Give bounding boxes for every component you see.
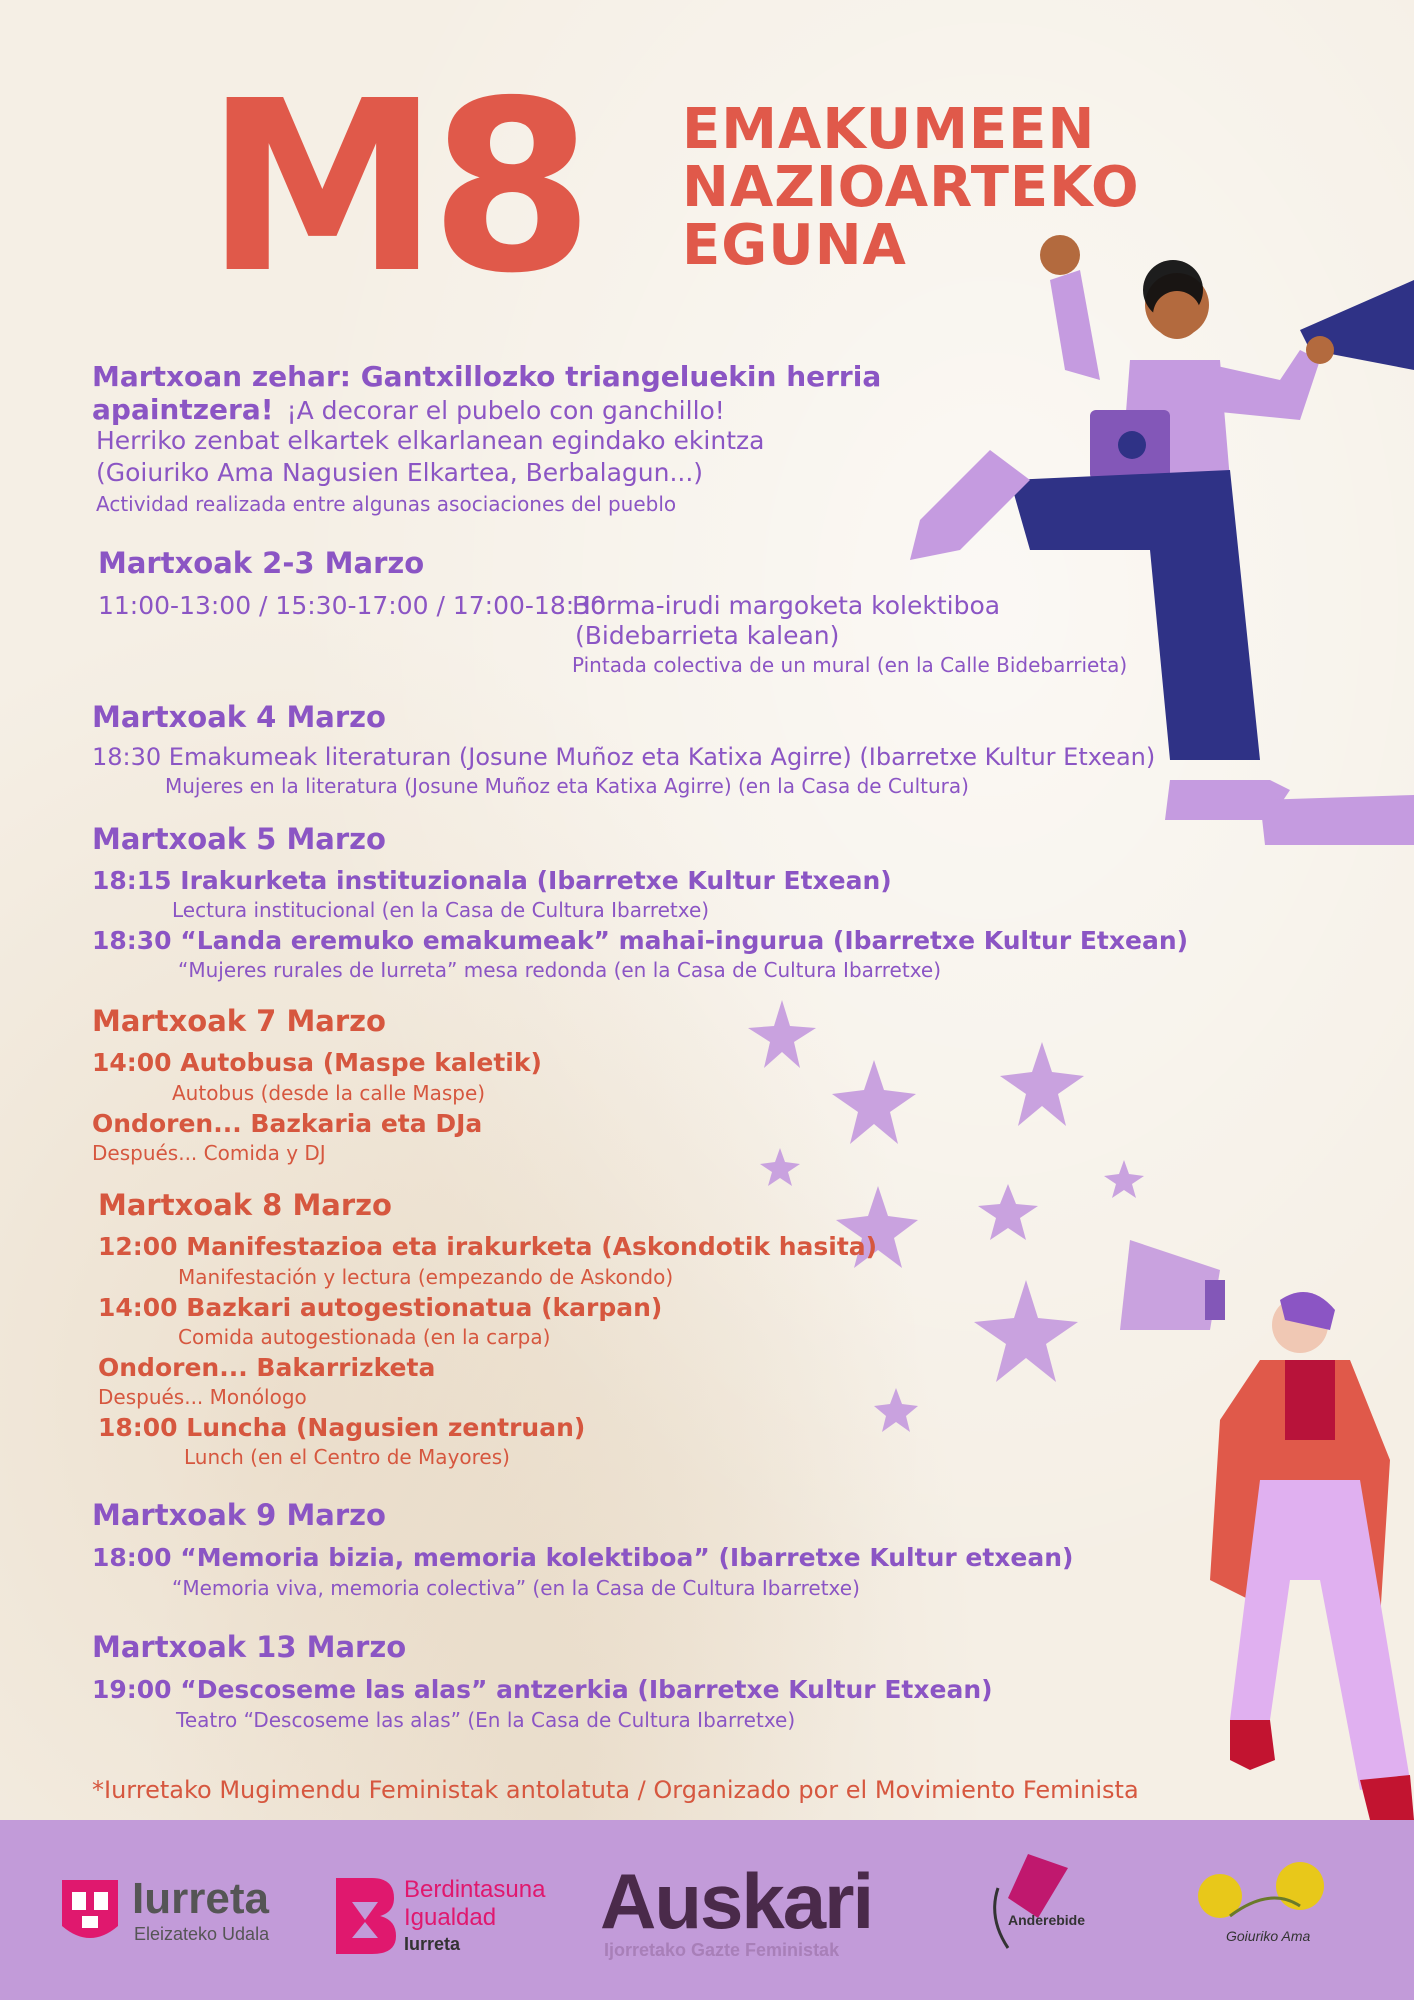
day-4-es: Mujeres en la literatura (Josune Muñoz eta Katixa Agirre) (en la Casa de Cultura) [165,774,969,798]
day-title-13: Martxoak 13 Marzo [92,1630,407,1664]
day-4-line: 18:30 Emakumeak literaturan (Josune Muñoz eta Katixa Agirre) (Ibarretxe Kultur Etxean) [92,743,1156,771]
day-8-line1: 12:00 Manifestazioa eta irakurketa (Askondotik hasita) [98,1232,878,1261]
day-13-line: 19:00 “Descoseme las alas” antzerkia (Ibarretxe Kultur Etxean) [92,1675,993,1704]
woman-megaphone-illustration [880,220,1414,870]
anderebide-name: Anderebide [1008,1912,1086,1928]
day-5-line2: 18:30 “Landa eremuko emakumeak” mahai-ingurua (Ibarretxe Kultur Etxean) [92,926,1189,955]
day-2-3-activity: Horma-irudi margoketa kolektiboa [572,591,1001,620]
day-5-es2: “Mujeres rurales de Iurreta” mesa redonda (en la Casa de Cultura Ibarretxe) [178,958,942,982]
day-8-es4: Lunch (en el Centro de Mayores) [184,1445,510,1469]
day-title-9: Martxoak 9 Marzo [92,1498,386,1532]
intro-heading-line2 [92,393,725,426]
intro-heading-es: ¡A decorar el pubelo con ganchillo! [286,396,725,425]
day-9-line: 18:00 “Memoria bizia, memoria kolektiboa” (Ibarretxe Kultur etxean) [92,1543,1074,1572]
day-2-3-es: Pintada colectiva de un mural (en la Calle Bidebarrieta) [572,653,1128,677]
woman-coat-illustration [1110,1220,1414,1820]
title-line-2: NAZIOARTEKO [682,155,1140,220]
day-8-line3: Ondoren... Bakarrizketa [98,1353,436,1382]
intro-heading-line1: Martxoan zehar: Gantxillozko triangeluekin herria [92,360,882,393]
organizer-note: *Iurretako Mugimendu Feministak antolatuta / Organizado por el Movimiento Feminista [92,1776,1139,1804]
m8-title: M8 [205,50,585,325]
day-2-3-times: 11:00-13:00 / 15:30-17:00 / 17:00-18:30 [98,591,606,620]
day-7-line2: Ondoren... Bazkaria eta DJa [92,1109,483,1138]
iurreta-sub: Eleizateko Udala [134,1924,270,1944]
day-title-8: Martxoak 8 Marzo [98,1188,392,1222]
day-8-es3: Después... Monólogo [98,1385,307,1409]
intro-desc-es: Actividad realizada entre algunas asociaciones del pueblo [96,492,677,516]
berdintasuna-b-icon [332,1876,398,1956]
intro-desc-line1: Herriko zenbat elkartek elkarlanean egindako ekintza [96,426,765,455]
auskari-name: Auskari [600,1857,873,1945]
iurreta-name: Iurreta [132,1874,269,1923]
intro-desc-line2: (Goiuriko Ama Nagusien Elkartea, Berbalagun...) [96,458,704,487]
day-8-es1: Manifestación y lectura (empezando de Askondo) [178,1265,674,1289]
title-line-3: EGUNA [682,213,907,278]
berdintasuna-line1: Berdintasuna [404,1876,546,1903]
day-title-4: Martxoak 4 Marzo [92,700,386,734]
day-7-es2: Después... Comida y DJ [92,1141,326,1165]
day-5-es1: Lectura institucional (en la Casa de Cultura Ibarretxe) [172,898,710,922]
day-title-2-3: Martxoak 2-3 Marzo [98,546,425,580]
day-8-es2: Comida autogestionada (en la carpa) [178,1325,551,1349]
day-title-5: Martxoak 5 Marzo [92,822,386,856]
goiuriko-logo [1190,1856,1340,1960]
title-line-1: EMAKUMEEN [682,97,1096,162]
anderebide-profile-icon [968,1848,1078,1958]
intro-heading-part: apaintzera! [92,393,274,426]
day-8-line4: 18:00 Luncha (Nagusien zentruan) [98,1413,586,1442]
anderebide-logo [968,1848,1086,1962]
berdintasuna-line3: Iurreta [404,1934,461,1954]
iurreta-logo [60,1874,270,1954]
day-13-es: Teatro “Descoseme las alas” (En la Casa de Cultura Ibarretxe) [176,1708,796,1732]
day-7-line1: 14:00 Autobusa (Maspe kaletik) [92,1048,542,1077]
iurreta-shield-icon [60,1878,120,1950]
day-title-7: Martxoak 7 Marzo [92,1004,386,1038]
berdintasuna-logo [332,1876,546,1960]
day-2-3-place: (Bidebarrieta kalean) [575,621,840,650]
day-5-line1: 18:15 Irakurketa instituzionala (Ibarretxe Kultur Etxean) [92,866,892,895]
goiuriko-name: Goiuriko Ama [1226,1928,1311,1944]
day-8-line2: 14:00 Bazkari autogestionatua (karpan) [98,1293,663,1322]
berdintasuna-line2: Igualdad [404,1904,497,1931]
day-7-es1: Autobus (desde la calle Maspe) [172,1081,486,1105]
day-9-es: “Memoria viva, memoria colectiva” (en la Casa de Cultura Ibarretxe) [172,1576,860,1600]
auskari-sub: Ijorretako Gazte Feministak [604,1940,840,1960]
stars-decoration [740,990,1160,1440]
footer-logos-bar [0,1820,1414,2000]
